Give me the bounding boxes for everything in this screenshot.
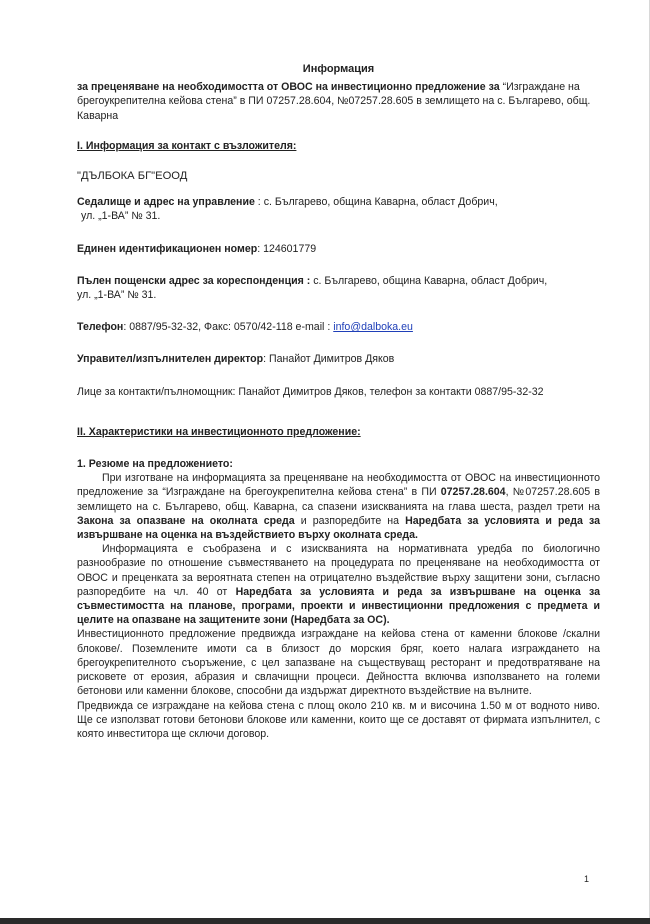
p1-text-b: 07257.28.604 [440,486,506,499]
document-body [77,62,600,741]
phone-value: : 0887/95-32-32, Факс: 0570/42-118 e-mail : [123,321,334,334]
contact-person: Лице за контакти/пълномощник: Панайот Димитров Дяков, телефон за контакти 0887/95-32-32 [77,385,544,398]
intro-paragraph [77,80,600,123]
postal-value: с. Българево, община Каварна, област Добрич, [310,274,548,287]
section1-heading: I. Информация за контакт с възложителя: [77,139,297,152]
email-link[interactable]: info@dalboka.eu [333,321,413,334]
intro-bold: за преценяване на необходимостта от ОВОС на инвестиционно предложение за [77,81,500,94]
eik-value: : 124601779 [257,242,317,255]
section2-heading: II. Характеристики на инвестиционното предложение: [77,425,361,438]
paragraph-3: Инвестиционното предложение предвижда изграждане на кейова стена от каменни блокове /скални блокове/. Поземлените имоти са в близост до морския бряг, което налага изграждането на брегоукрепителното съоръжение, с цел запазване на съществуващ ресторант и предотвратяване на рисковете от ерозия, абразия и свлачищни процеси. Дейността включва използването на големи бетонови или каменни блокове, способни да издържат директното въздействие на вълните. [77,628,600,698]
p1-regulation-name: Наредбата за условията и реда за извършване на оценка на въздействието върху околната среда. [77,514,601,542]
phone-line [77,320,600,334]
p1-text-a: При изготване на информацията за преценяване на необходимостта от ОВОС на инвестиционното предложение за “Изграждане на брегоукрепителна кейова стена” в ПИ [77,472,600,499]
p1-text-e: и разпоредбите на [294,514,406,527]
summary-heading [77,457,600,471]
postal-value-2: ул. „1-ВА” № 31. [77,289,157,302]
manager-line [77,352,600,366]
seat-label: Седалище и адрес на управление [77,196,255,209]
viewer-bottom-edge [0,918,650,924]
p2-text-a: Информацията е съобразена и с изискванията на нормативната уредба по биологично разнообразие по отношение съвместяването на процедурата по преценяване на необходимостта от ОВОС и преценката за вероятната степен на отрицателно въздействие върху защитени зони, съгласно разпоредбите на чл. 40 от [77,543,600,598]
seat-value-2: ул. „1-ВА” № 31. [81,210,161,223]
p1-text-c: , №07257.28.605 в землището на с. Българево, общ. Каварна, са спазени изискванията на глава шеста, раздел трети на [77,486,600,513]
phone-label: Телефон [77,321,124,334]
seat-line [77,195,600,209]
paragraph-4: Предвижда се изграждане на кейова стена с площ около 210 кв. м и височина 1.50 м от водното ниво. Ще се използват готови бетонови блокове или каменни, които ще се доставят от фирмата изпълнител, с която инвеститора ще сключи договор. [77,699,600,740]
document-title: Информация [302,63,375,75]
page-number: 1 [584,874,590,884]
summary-heading-text: 1. Резюме на предложението: [77,458,233,471]
manager-value: : Панайот Димитров Дяков [263,353,395,366]
seat-value: : с. Българево, община Каварна, област Добрич, [254,196,498,209]
p2-regulation-name: Наредбата за условията и реда за извършване на оценка за съвместимостта на планове, програми, проекти и инвестиционни предложения с предмета и целите на опазване на защитените зони (Наредбата за ОС). [77,585,601,627]
intro-rest: “Изграждане на брегоукрепителна кейова стена” в ПИ 07257.28.604, №07257.28.605 в землището на с. Българево, общ. Каварна [77,81,591,122]
postal-label: Пълен пощенски адрес за кореспонденция : [77,274,311,287]
company-name: "ДЪЛБОКА БГ"ЕООД [77,170,188,183]
paragraph-1 [77,471,600,542]
eik-line [77,242,600,256]
manager-label: Управител/изпълнителен директор [77,353,264,366]
postal-line [77,274,600,288]
paragraph-2 [77,542,600,627]
eik-label: Единен идентификационен номер [77,242,258,255]
p1-law-name: Закона за опазване на околната среда [77,514,295,527]
